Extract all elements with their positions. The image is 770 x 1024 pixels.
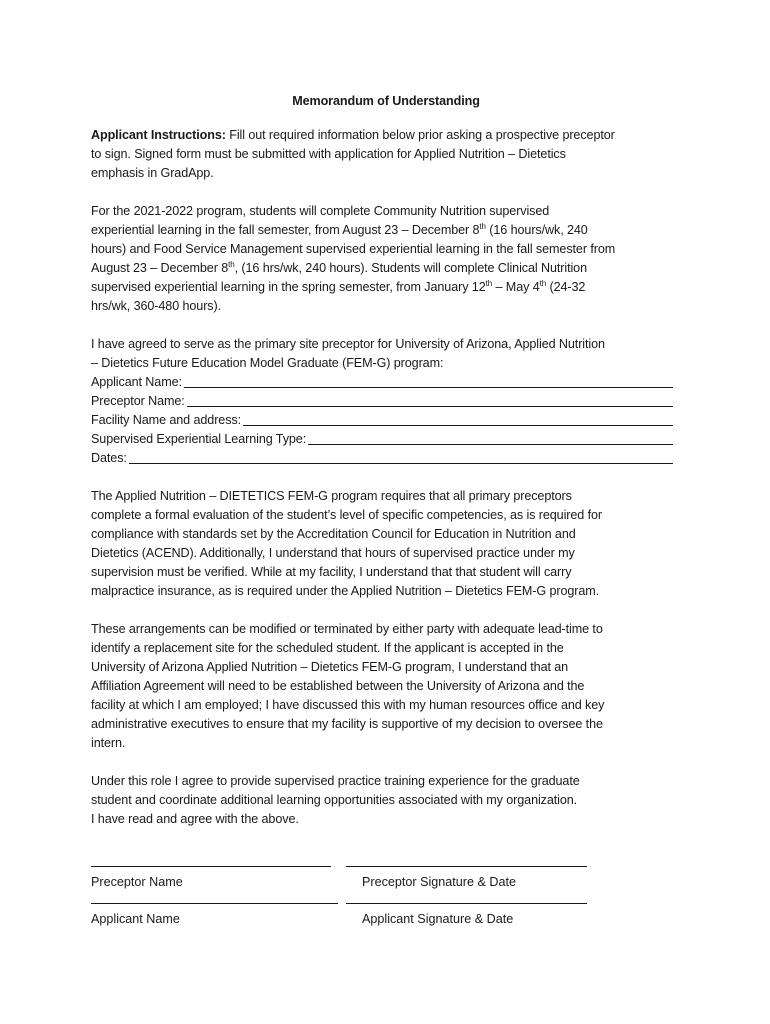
- program-text: experiential learning in the fall semester, from August 23 – December 8: [91, 223, 480, 237]
- preceptor-name-field[interactable]: [91, 392, 681, 411]
- arrangements-line: administrative executives to ensure that my facility is supportive of my decision to oversee the: [91, 717, 603, 731]
- program-text: supervised experiential learning in the spring semester, from January 12: [91, 280, 486, 294]
- applicant-name-label: Applicant Name: [91, 912, 180, 926]
- requirements-line: Dietetics (ACEND). Additionally, I understand that hours of supervised practice under my: [91, 546, 575, 560]
- ordinal-suffix: th: [228, 260, 235, 269]
- learning-type-field[interactable]: [91, 430, 681, 449]
- applicant-signature-line[interactable]: [346, 903, 587, 904]
- field-label: Facility Name and address:: [91, 413, 241, 427]
- field-label: Preceptor Name:: [91, 394, 185, 408]
- preceptor-signature-line[interactable]: [346, 866, 587, 867]
- arrangements-line: intern.: [91, 736, 126, 750]
- requirements-line: supervision must be verified. While at my facility, I understand that that student will carry: [91, 565, 572, 579]
- fill-in-line[interactable]: [308, 443, 673, 445]
- program-text: – May 4: [492, 280, 540, 294]
- document-body: [91, 92, 681, 848]
- program-line: hrs/wk, 360-480 hours).: [91, 299, 221, 313]
- program-text: August 23 – December 8: [91, 261, 229, 275]
- requirements-paragraph: [91, 487, 681, 601]
- program-line: [91, 259, 681, 278]
- applicant-signature-label: Applicant Signature & Date: [362, 912, 514, 926]
- facility-name-address-field[interactable]: [91, 411, 681, 430]
- agreement-line: I have agreed to serve as the primary site preceptor for University of Arizona, Applied Nutrition: [91, 337, 605, 351]
- arrangements-line: identify a replacement site for the scheduled student. If the applicant is accepted in the: [91, 641, 564, 655]
- preceptor-name-label: Preceptor Name: [91, 875, 183, 889]
- arrangements-line: facility at which I am employed; I have discussed this with my human resources office and key: [91, 698, 605, 712]
- requirements-line: The Applied Nutrition – DIETETICS FEM-G program requires that all primary preceptors: [91, 489, 572, 503]
- fill-in-line[interactable]: [187, 405, 673, 407]
- closing-line: Under this role I agree to provide supervised practice training experience for the graduate: [91, 774, 580, 788]
- arrangements-line: University of Arizona Applied Nutrition – Dietetics FEM-G program, I understand that an: [91, 660, 569, 674]
- closing-line: I have read and agree with the above.: [91, 812, 299, 826]
- program-text: (16 hours/wk, 240: [485, 223, 588, 237]
- ordinal-suffix: th: [479, 222, 486, 231]
- dates-field[interactable]: [91, 449, 681, 468]
- field-label: Supervised Experiential Learning Type:: [91, 432, 307, 446]
- closing-paragraph: [91, 772, 681, 829]
- program-line: hours) and Food Service Management supervised experiential learning in the fall semester from: [91, 242, 616, 256]
- applicant-signature-row: [91, 903, 591, 943]
- program-text: (24-32: [546, 280, 586, 294]
- preceptor-name-line[interactable]: [91, 866, 331, 867]
- agreement-section: [91, 335, 681, 468]
- applicant-name-field[interactable]: [91, 373, 681, 392]
- ordinal-suffix: th: [539, 279, 547, 288]
- fill-in-line[interactable]: [243, 424, 673, 426]
- instructions-line: emphasis in GradApp.: [91, 166, 214, 180]
- program-line: [91, 221, 681, 240]
- field-label: Dates:: [91, 451, 127, 465]
- preceptor-signature-label: Preceptor Signature & Date: [362, 875, 517, 889]
- arrangements-line: These arrangements can be modified or terminated by either party with adequate lead-time to: [91, 622, 603, 636]
- instructions-line: [91, 126, 681, 145]
- requirements-line: compliance with standards set by the Accreditation Council for Education in Nutrition and: [91, 527, 576, 541]
- instructions-line: to sign. Signed form must be submitted with application for Applied Nutrition – Dietetics: [91, 147, 566, 161]
- program-line: For the 2021-2022 program, students will complete Community Nutrition supervised: [91, 204, 550, 218]
- document-title: Memorandum of Understanding: [292, 94, 480, 108]
- instructions-text: Fill out required information below prior asking a prospective preceptor: [225, 128, 615, 142]
- preceptor-signature-row: [91, 866, 591, 906]
- ordinal-suffix: th: [485, 279, 493, 288]
- instructions-paragraph: [91, 126, 681, 183]
- program-line: [91, 278, 681, 297]
- arrangements-paragraph: [91, 620, 681, 753]
- agreement-line: – Dietetics Future Education Model Graduate (FEM-G) program:: [91, 356, 444, 370]
- arrangements-line: Affiliation Agreement will need to be established between the University of Arizona and the: [91, 679, 585, 693]
- applicant-name-line[interactable]: [91, 903, 338, 904]
- program-text: , (16 hrs/wk, 240 hours). Students will complete Clinical Nutrition: [234, 261, 587, 275]
- requirements-line: malpractice insurance, as is required under the Applied Nutrition – Dietetics FEM-G program.: [91, 584, 600, 598]
- closing-line: student and coordinate additional learning opportunities associated with my organization.: [91, 793, 578, 807]
- fill-in-line[interactable]: [184, 386, 673, 388]
- field-label: Applicant Name:: [91, 375, 182, 389]
- program-paragraph: [91, 202, 681, 316]
- instructions-label: Applicant Instructions:: [91, 128, 226, 142]
- requirements-line: complete a formal evaluation of the student’s level of specific competencies, as is required for: [91, 508, 602, 522]
- fill-in-line[interactable]: [129, 462, 673, 464]
